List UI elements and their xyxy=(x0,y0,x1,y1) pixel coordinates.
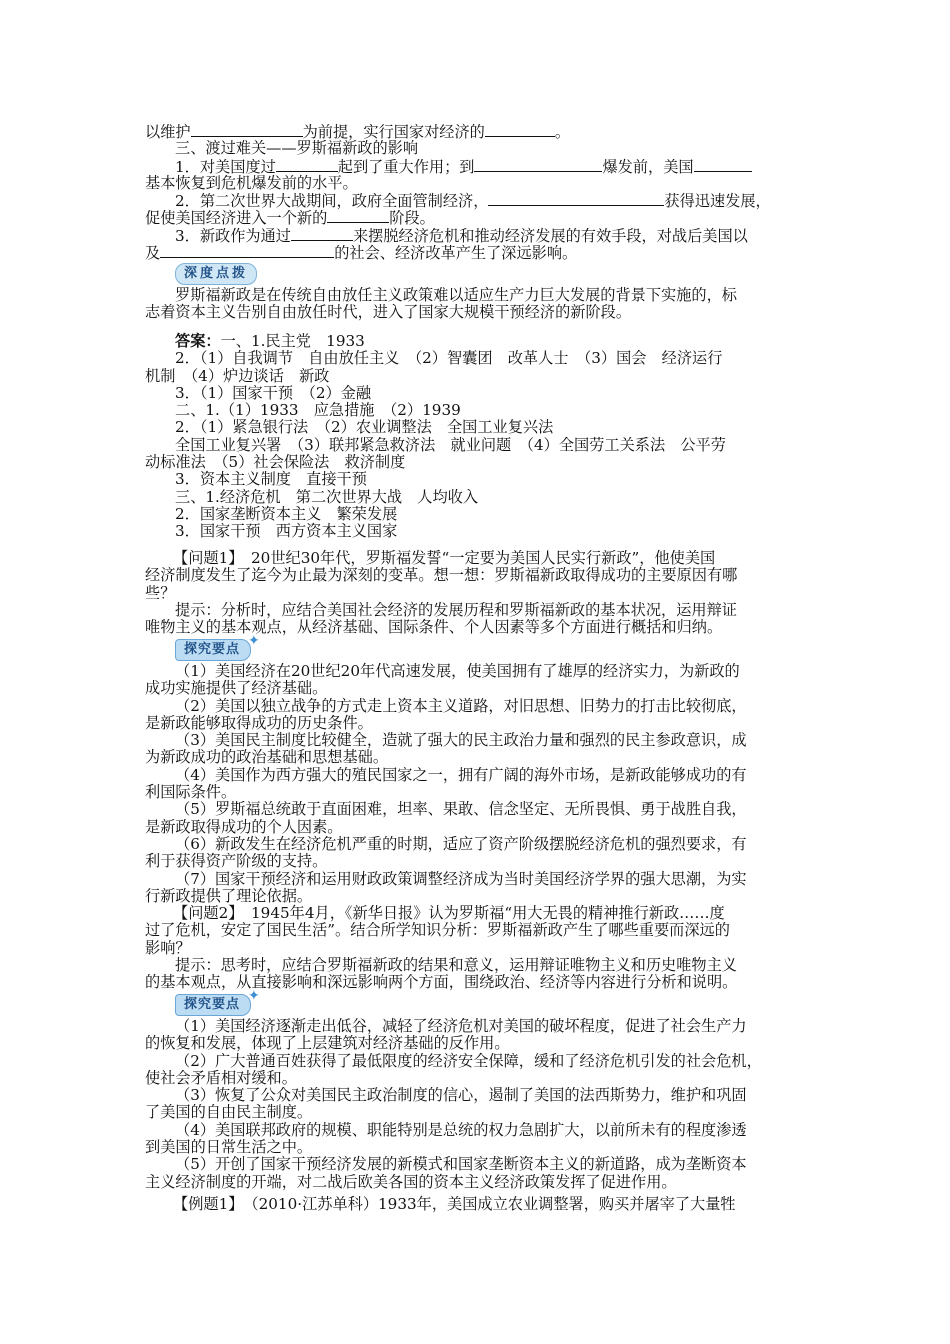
text: 主义经济制度的开端，对二战后欧美各国的资本主义经济政策发挥了促进作用。 xyxy=(145,1172,677,1191)
text: 二、1.（1）1933 应急措施 （2）1939 xyxy=(175,401,461,420)
text: 阶段。 xyxy=(389,209,435,228)
text: （3）美国民主制度比较健全，造就了强大的民主政治力量和强烈的民主参政意识，成 xyxy=(175,731,747,750)
text: 了美国的自由民主制度。 xyxy=(145,1103,313,1122)
text: 的社会、经济改革产生了深远影响。 xyxy=(334,244,578,263)
text: 2．（1）自我调节 自由放任主义 （2）智囊团 改革人士 （3）国会 经济运行 xyxy=(175,349,723,368)
text: 志着资本主义告别自由放任时代，进入了国家大规模干预经济的新阶段。 xyxy=(145,303,631,322)
text: 为前提，实行国家对经济的 xyxy=(302,123,485,141)
example-1 xyxy=(145,1196,810,1213)
sparkle-icon: ✦ xyxy=(248,988,261,1004)
question-2 xyxy=(145,905,810,991)
text: 2．（1）紧急银行法 （2）农业调整法 全国工业复兴法 xyxy=(175,418,554,437)
text: 利于获得资产阶级的支持。 xyxy=(145,852,328,871)
blank xyxy=(488,192,664,206)
text: 为新政成功的政治基础和思想基础。 xyxy=(145,748,388,767)
text: 【例题1】 （2010·江苏单科）1933年，美国成立农业调整署，购买并屠宰了大量牲 xyxy=(173,1195,736,1213)
text: 起到了重大作用；到 xyxy=(337,157,475,176)
explore-tag xyxy=(175,633,261,661)
depth-tag: 深度点拨 xyxy=(175,263,257,285)
text: 是新政能够取得成功的历史条件。 xyxy=(145,713,373,732)
text: 经济制度发生了迄今为止最为深刻的变革。想一想：罗斯福新政取得成功的主要原因有哪 xyxy=(145,566,738,585)
text: 。 xyxy=(554,123,570,141)
text: 基本恢复到危机爆发前的水平。 xyxy=(145,173,358,192)
question-1 xyxy=(145,550,810,636)
text: 促使美国经济进入一个新的 xyxy=(145,209,328,228)
text: 【问题2】 1945年4月，《新华日报》认为罗斯福“用大无畏的精神推行新政……度 xyxy=(173,904,725,922)
explore-points-2 xyxy=(145,1018,810,1191)
text: 使社会矛盾相对缓和。 xyxy=(145,1068,297,1087)
section-three xyxy=(145,123,810,261)
text: （4）美国联邦政府的规模、职能特别是总统的权力急剧扩大，以前所未有的程度渗透 xyxy=(175,1120,747,1139)
blank xyxy=(160,244,334,258)
blank xyxy=(474,158,602,172)
explore-tag-row-1 xyxy=(145,633,261,661)
text: （7）国家干预经济和运用财政政策调整经济成为当时美国经济学界的强大思潮，为实 xyxy=(175,869,747,888)
explore-tag-label: 探究要点 xyxy=(184,642,241,657)
text: 到美国的日常生活之中。 xyxy=(145,1138,313,1157)
explore-tag-label: 探究要点 xyxy=(184,997,241,1012)
text: （2）广大普通百姓获得了最低限度的经济安全保障，缓和了经济危机引发的社会危机， xyxy=(175,1051,762,1070)
text: 的恢复和发展，体现了上层建筑对经济基础的反作用。 xyxy=(145,1034,510,1053)
text: 爆发前，美国 xyxy=(602,157,694,176)
text: 三、1.经济危机 第二次世界大战 人均收入 xyxy=(175,487,479,506)
text: 3．资本主义制度 直接干预 xyxy=(175,470,367,489)
depth-paragraph xyxy=(145,287,810,322)
blank xyxy=(291,227,353,241)
blank xyxy=(485,123,555,137)
text: 一、1.民主党 1933 xyxy=(220,332,365,350)
text: （1）美国经济在20世纪20年代高速发展，使美国拥有了雄厚的经济实力，为新政的 xyxy=(175,662,740,680)
text: （4）美国作为西方强大的殖民国家之一，拥有广阔的海外市场，是新政能够成功的有 xyxy=(175,765,747,784)
text: 动标准法 （5）社会保险法 救济制度 xyxy=(145,453,406,472)
explore-tag-row-2 xyxy=(145,988,261,1016)
text: 来摆脱经济危机和推动经济发展的有效手段，对战后美国以 xyxy=(352,226,748,245)
text: 罗斯福新政是在传统自由放任主义政策难以适应生产力巨大发展的背景下实施的，标 xyxy=(175,286,737,304)
depth-tag-row xyxy=(145,262,257,285)
text: （2）美国以独立战争的方式走上资本主义道路，对旧思想、旧势力的打击比较彻底， xyxy=(175,696,747,715)
text: 以维护 xyxy=(145,123,191,141)
explore-tag xyxy=(175,988,261,1016)
text: （6）新政发生在经济危机严重的时期，适应了资产阶级摆脱经济危机的强烈要求，有 xyxy=(175,834,747,853)
text: 2．第二次世界大战期间，政府全面管制经济， xyxy=(175,192,489,211)
text: 是新政取得成功的个人因素。 xyxy=(145,817,343,836)
text: 2．国家垄断资本主义 繁荣发展 xyxy=(175,504,398,523)
text: 提示：思考时，应结合罗斯福新政的结果和意义，运用辩证唯物主义和历史唯物主义 xyxy=(175,955,737,974)
text: 3．新政作为通过 xyxy=(175,226,291,245)
text: 成功实施提供了经济基础。 xyxy=(145,679,328,698)
text: 影响？ xyxy=(145,938,191,957)
explore-points-1 xyxy=(145,663,810,905)
text: （5）开创了国家干预经济发展的新模式和国家垄断资本主义的新道路，成为垄断资本 xyxy=(175,1155,747,1174)
text: 提示：分析时，应结合美国社会经济的发展历程和罗斯福新政的基本状况，运用辩证 xyxy=(175,600,737,619)
blank xyxy=(276,158,338,172)
blank xyxy=(327,209,389,223)
text: 机制 （4）炉边谈话 新政 xyxy=(145,366,330,385)
text: 过了危机，安定了国民生活”。结合所学知识分析：罗斯福新政产生了哪些重要而深远的 xyxy=(145,921,730,940)
text: 1．对美国度过 xyxy=(175,157,276,176)
text: 的基本观点，从直接影响和深远影响两个方面，围绕政治、经济等内容进行分析和说明。 xyxy=(145,973,738,992)
text: （5）罗斯福总统敢于直面困难，坦率、果敢、信念坚定、无所畏惧、勇于战胜自我， xyxy=(175,800,747,819)
text: （1）美国经济逐渐走出低谷，减轻了经济危机对美国的破坏程度，促进了社会生产力 xyxy=(175,1017,747,1035)
text: 3．（1）国家干预 （2）金融 xyxy=(175,383,372,402)
text: 些？ xyxy=(145,583,176,602)
answers-label: 答案： xyxy=(175,332,221,350)
text: 利国际条件。 xyxy=(145,783,237,802)
text: 全国工业复兴署 （3）联邦紧急救济法 就业问题 （4）全国劳工关系法 公平劳 xyxy=(175,435,726,454)
blank xyxy=(191,123,303,137)
blank xyxy=(694,158,752,172)
text: 唯物主义的基本观点，从经济基础、国际条件、个人因素等多个方面进行概括和归纳。 xyxy=(145,618,723,637)
text: 及 xyxy=(145,244,161,263)
section-title: 三、渡过难关——罗斯福新政的影响 xyxy=(175,139,418,158)
answers xyxy=(145,333,810,541)
text: 3．国家干预 西方资本主义国家 xyxy=(175,522,398,541)
sparkle-icon: ✦ xyxy=(248,633,261,649)
text: 获得迅速发展， xyxy=(664,192,771,211)
text: 行新政提供了理论依据。 xyxy=(145,886,313,905)
text: 【问题1】 20世纪30年代，罗斯福发誓“一定要为美国人民实行新政”，他使美国 xyxy=(173,549,716,567)
text: （3）恢复了公众对美国民主政治制度的信心，遏制了美国的法西斯势力，维护和巩固 xyxy=(175,1086,747,1105)
